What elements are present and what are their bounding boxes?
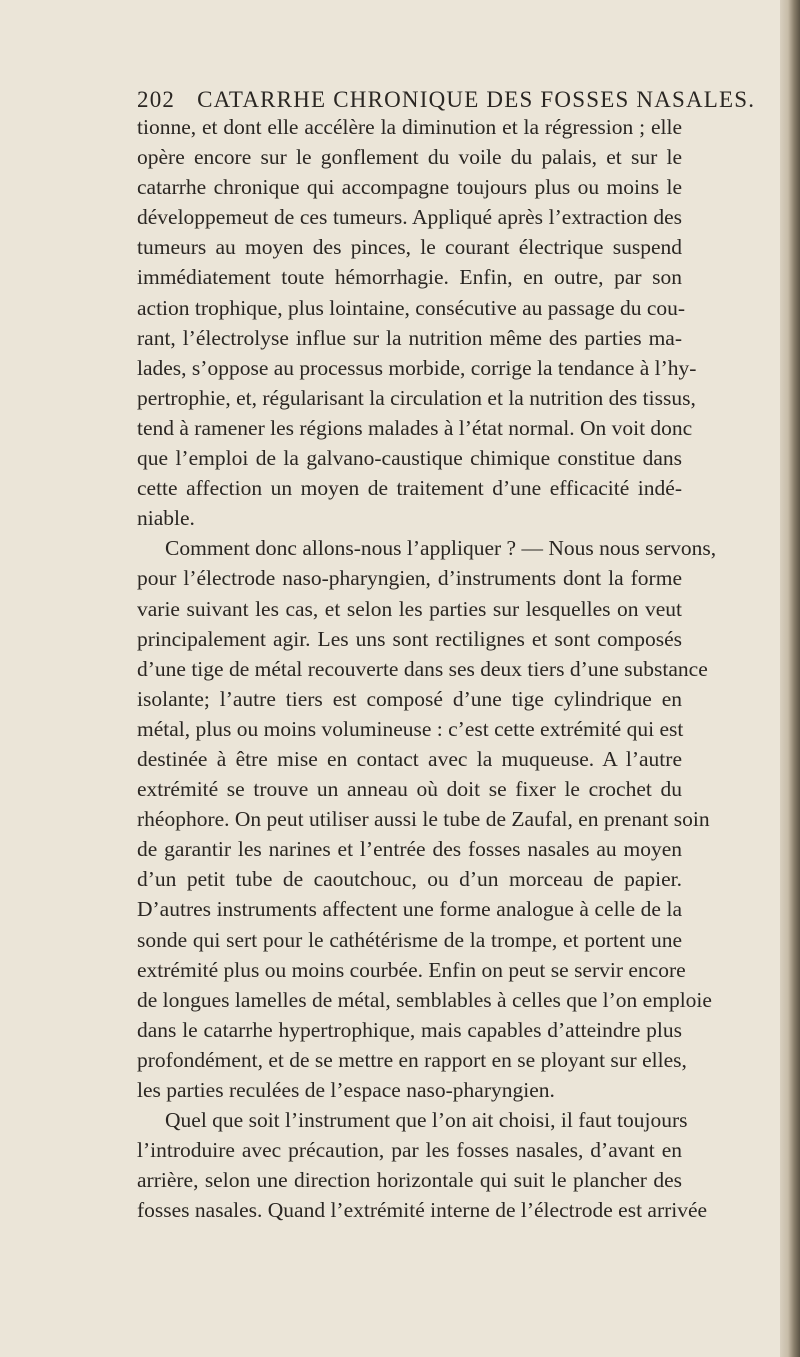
text-line: sonde qui sert pour le cathétérisme de la trompe, et portent une	[137, 927, 682, 952]
text-line: fosses nasales. Quand l’extrémité interne de l’électrode est arrivée	[137, 1198, 708, 1223]
text-line: extrémité plus ou moins courbée. Enfin on peut se servir encore	[137, 957, 686, 982]
text-line: rhéophore. On peut utiliser aussi le tube de Zaufal, en prenant soin	[137, 807, 710, 832]
text-line: opère encore sur le gonflement du voile du palais, et sur le	[137, 145, 682, 170]
text-line: les parties reculées de l’espace naso-pharyngien.	[137, 1078, 555, 1102]
text-line: lades, s’oppose au processus morbide, corrige la tendance à l’hy-	[137, 355, 697, 380]
text-line: métal, plus ou moins volumineuse : c’est cette extrémité qui est	[137, 716, 684, 741]
text-line: Comment donc allons-nous l’appliquer ? — Nous nous servons,	[165, 536, 717, 561]
text-line: catarrhe chronique qui accompagne toujours plus ou moins le	[137, 175, 682, 200]
text-line: de garantir les narines et l’entrée des fosses nasales au moyen	[137, 837, 682, 862]
text-line: rant, l’électrolyse influe sur la nutrition même des parties ma-	[137, 325, 682, 350]
text-line: tend à ramener les régions malades à l’état normal. On voit donc	[137, 415, 693, 440]
text-line: de longues lamelles de métal, semblables à celles que l’on emploie	[137, 987, 712, 1012]
page-edge	[780, 0, 800, 1357]
text-line: dans le catarrhe hypertrophique, mais capables d’atteindre plus	[137, 1017, 682, 1042]
text-line: action trophique, plus lointaine, consécutive au passage du cou-	[137, 295, 686, 320]
body-text	[137, 112, 717, 1225]
text-line: pertrophie, et, régularisant la circulation et la nutrition des tissus,	[137, 385, 696, 410]
text-line: niable.	[137, 506, 195, 531]
text-line: cette affection un moyen de traitement d’une efficacité indé-	[137, 476, 682, 501]
text-line: varie suivant les cas, et selon les parties sur lesquelles on veut	[137, 596, 682, 621]
text-line: destinée à être mise en contact avec la muqueuse. A l’autre	[137, 746, 682, 771]
text-line: D’autres instruments affectent une forme analogue à celle de la	[137, 897, 682, 922]
text-line: développemeut de ces tumeurs. Appliqué après l’extraction des	[137, 205, 682, 230]
text-line: d’une tige de métal recouverte dans ses deux tiers d’une substance	[137, 656, 708, 681]
text-line: d’un petit tube de caoutchouc, ou d’un morceau de papier.	[137, 867, 682, 892]
text-line: extrémité se trouve un anneau où doit se fixer le crochet du	[137, 777, 682, 802]
text-line: profondément, et de se mettre en rapport en se ployant sur elles,	[137, 1047, 687, 1072]
running-title: CATARRHE CHRONIQUE DES FOSSES NASALES.	[197, 87, 756, 112]
text-line: que l’emploi de la galvano-caustique chimique constitue dans	[137, 446, 682, 471]
text-line: pour l’électrode naso-pharyngien, d’instruments dont la forme	[137, 566, 682, 591]
text-line: l’introduire avec précaution, par les fosses nasales, d’avant en	[137, 1138, 682, 1163]
text-line: principalement agir. Les uns sont rectilignes et sont composés	[137, 626, 682, 651]
text-line: tumeurs au moyen des pinces, le courant électrique suspend	[137, 235, 682, 260]
text-line: isolante; l’autre tiers est composé d’une tige cylindrique en	[137, 686, 682, 711]
text-line: tionne, et dont elle accélère la diminution et la régression ; elle	[137, 115, 682, 139]
text-line: immédiatement toute hémorrhagie. Enfin, en outre, par son	[137, 265, 682, 290]
page-number: 202	[137, 87, 176, 112]
text-line: arrière, selon une direction horizontale qui suit le plancher des	[137, 1168, 682, 1193]
text-line: Quel que soit l’instrument que l’on ait choisi, il faut toujours	[165, 1108, 688, 1133]
